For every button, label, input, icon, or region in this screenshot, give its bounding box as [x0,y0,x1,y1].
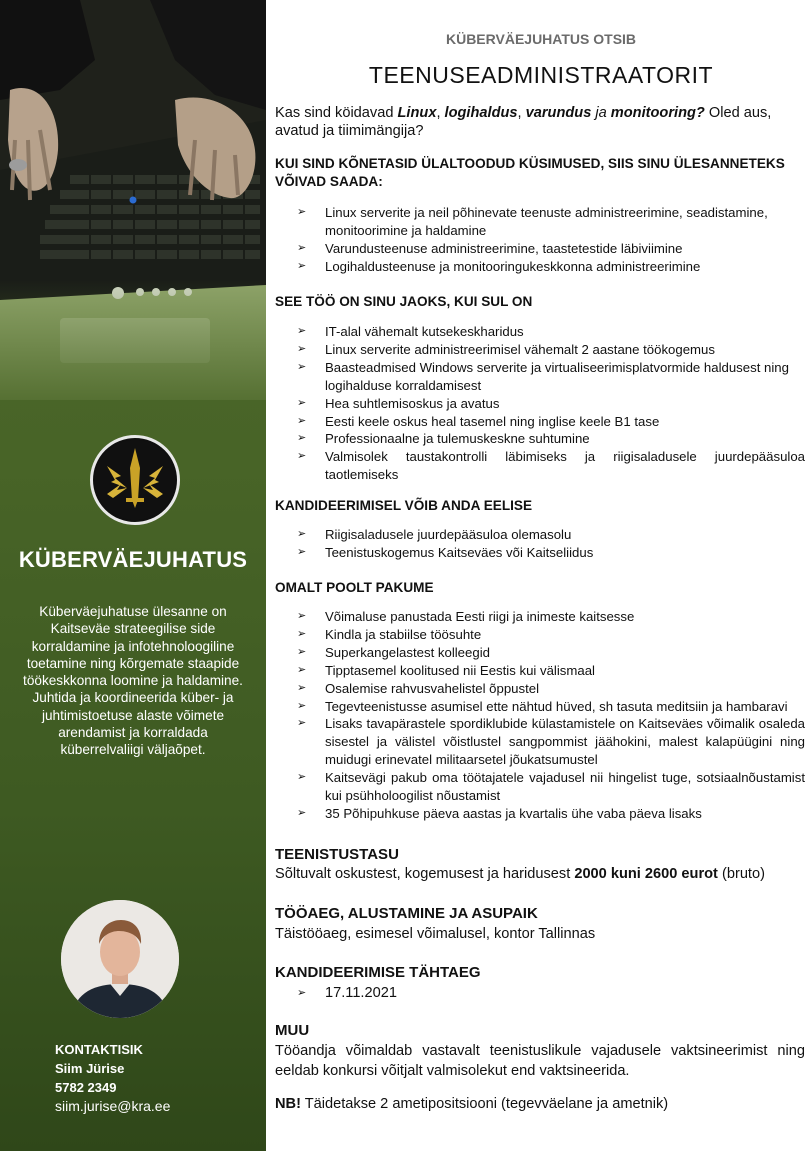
list-item [297,430,805,448]
list-item-text: Võimaluse panustada Eesti riigi ja inimeste kaitsesse [325,609,635,624]
salary-amount: 2000 kuni 2600 eurot [574,866,718,882]
list-item [297,240,805,258]
list-item-text: Logihaldusteenuse ja monitooringukeskkonna administreerimine [325,258,701,274]
requirements-heading: SEE TÖÖ ON SINU JAOKS, KUI SUL ON [275,294,533,309]
deadline-heading: KANDIDEERIMISE TÄHTAEG [275,964,481,981]
arrowhead-bullet-icon: ➢ [297,717,307,730]
advantage-list [297,526,805,562]
other-text: Tööandja võimaldab vastavalt teenistuslikule vajadusele vaktsineerimist ning eeldab konkursi võitjalt valmisolekut end vaktsineerida. [275,1043,805,1079]
list-item-text: Superkangelastest kolleegid [325,644,490,660]
cyber-command-emblem-icon [90,435,180,525]
arrowhead-bullet-icon: ➢ [297,325,307,337]
arrowhead-bullet-icon: ➢ [297,610,307,622]
arrowhead-bullet-icon: ➢ [297,681,307,694]
other-heading: MUU [275,1022,310,1039]
list-item [297,544,805,562]
salary-heading: TEENISTUSTASU [275,846,399,863]
arrowhead-bullet-icon: ➢ [297,450,307,463]
requirements-list [297,323,805,484]
list-item [297,644,805,662]
list-item [297,204,805,240]
tasks-list [297,204,805,276]
deadline-list [297,985,805,1003]
arrowhead-bullet-icon: ➢ [297,699,307,712]
list-item-text: Linux serverite ja neil põhinevate teenuste administreerimine, seadistamine, monitoorimine ja haldamine [325,205,768,238]
list-item [297,395,805,413]
list-item [297,698,805,716]
intro-paragraph: Kas sind köidavad Linux, logihaldus, varundus ja monitooring? Oled aus, avatud ja tiimimängija? [275,105,772,139]
arrowhead-bullet-icon: ➢ [297,396,307,409]
list-item-text: Eesti keele oskus heal tasemel ning inglise keele B1 tase [325,413,660,429]
arrowhead-bullet-icon: ➢ [297,645,307,658]
list-item-text: Osalemise rahvusvahelistel õppustel [325,680,540,696]
contact-phone[interactable]: 5782 2349 [55,1080,117,1095]
arrowhead-bullet-icon: ➢ [297,360,307,373]
arrowhead-bullet-icon: ➢ [297,241,307,254]
contact-email-link[interactable]: siim.jurise@kra.ee [55,1098,171,1114]
arrowhead-bullet-icon: ➢ [297,987,307,999]
arrowhead-bullet-icon: ➢ [297,206,307,218]
list-item-text: IT-alal vähemalt kutsekeskharidus [325,324,524,339]
list-item-text: Valmisolek taustakontrolli läbimiseks ja riigisaladusele juurdepääsuloa taotlemiseks [325,449,805,483]
list-item [297,626,805,644]
list-item-text: Tegevteenistusse asumisel ette nähtud hüved, sh tasuta meditsiin ja hambaravi [325,698,788,714]
list-item-text: Baasteadmised Windows serverite ja virtualiseerimisplatvormide haldusest ning logihalduse korraldamisest [325,359,789,393]
list-item [297,608,805,626]
list-item-text: Kindla ja stabiilse töösuhte [325,626,482,642]
contact-name: Siim Jürise [55,1061,125,1076]
sidebar [0,0,266,1151]
deadline-item: ➢ 17.11.2021 [297,985,397,1001]
arrowhead-bullet-icon: ➢ [297,771,307,784]
nb-note: NB! Täidetakse 2 ametipositsiooni (tegevväelane ja ametnik) [275,1096,669,1112]
list-item [297,680,805,698]
list-item-text: Varundusteenuse administreerimine, taastetestide läbiviimine [325,240,683,256]
organization-name: KÜBERVÄEJUHATUS [18,547,248,572]
contact-block [55,1040,170,1116]
arrowhead-bullet-icon: ➢ [297,806,307,819]
list-item [297,769,805,805]
page-title: TEENUSEADMINISTRAATORIT [368,62,714,88]
list-item-text: Hea suhtlemisoskus ja avatus [325,395,500,411]
list-item [297,323,805,341]
list-item [297,413,805,431]
arrowhead-bullet-icon: ➢ [297,432,307,445]
arrowhead-bullet-icon: ➢ [297,627,307,640]
list-item-text: Linux serverite administreerimisel vähemalt 2 aastane töökogemus [325,341,715,357]
arrowhead-bullet-icon: ➢ [297,414,307,427]
list-item [297,341,805,359]
worktime-text: Täistööaeg, esimesel võimalusel, kontor Tallinnas [275,926,596,942]
list-item [297,526,805,544]
arrowhead-bullet-icon: ➢ [297,663,307,676]
arrowhead-bullet-icon: ➢ [297,342,307,355]
list-item [297,805,805,823]
offer-list [297,608,805,823]
header-kicker: KÜBERVÄEJUHATUS OTSIB [445,31,637,47]
hands-on-keyboard-photo [0,0,266,400]
list-item-text: Teenistuskogemus Kaitseväes või Kaitseliidus [325,544,594,560]
arrowhead-bullet-icon: ➢ [297,259,307,272]
arrowhead-bullet-icon: ➢ [297,545,307,558]
list-item-text: Riigisaladusele juurdepääsuloa olemasolu [325,527,572,542]
list-item [297,359,805,395]
list-item-text: 35 Põhipuhkuse päeva aastas ja kvartalis ühe vaba päeva lisaks [325,805,702,821]
salary-text: Sõltuvalt oskustest, kogemusest ja haridusest 2000 kuni 2600 eurot (bruto) [275,866,765,882]
list-item [297,662,805,680]
list-item-text: Tipptasemel koolitused nii Eestis kui välismaal [325,662,595,678]
advantage-heading: KANDIDEERIMISEL VÕIB ANDA EELISE [275,498,533,513]
list-item [297,258,805,276]
organization-description: Küberväejuhatuse ülesanne on Kaitseväe strateegilise side korraldamine ja infotehnoloogiline toetamine ning kõrgemate staapide töökeskkonna loomine ja haldamine. Juhtida ja koordineerida küber- ja juhtimistoetuse alaste võimete arendamist ja korraldada küberrelvaliigi väljaõpet. [23,604,243,758]
worktime-heading: TÖÖAEG, ALUSTAMINE JA ASUPAIK [275,905,538,922]
contact-person-avatar [61,900,179,1018]
tasks-heading: KUI SIND KÕNETASID ÜLALTOODUD KÜSIMUSED, SIIS SINU ÜLESANNETEKS VÕIVAD SAADA: [275,156,785,189]
list-item-text: Professionaalne ja tulemuskeskne suhtumine [325,431,590,447]
list-item [297,448,805,484]
list-item-text: Kaitsevägi pakub oma töötajatele vajadusel nii hingelist tuge, sotsiaalnõustamist kui psühholoogilist nõustamist [325,770,805,804]
list-item-text: Lisaks tavapärastele spordiklubide külastamistele on Kaitseväes võimalik osaleda sisestel ja välistel võistlustel sangpommist jäähokini, malest kalapüügini ning muidugi erinevatel militaarsetel jõukatsumustel [325,716,805,768]
list-item [297,715,805,769]
offer-heading: OMALT POOLT PAKUME [275,580,434,595]
arrowhead-bullet-icon: ➢ [297,528,307,540]
contact-label: KONTAKTISIK [55,1042,143,1057]
